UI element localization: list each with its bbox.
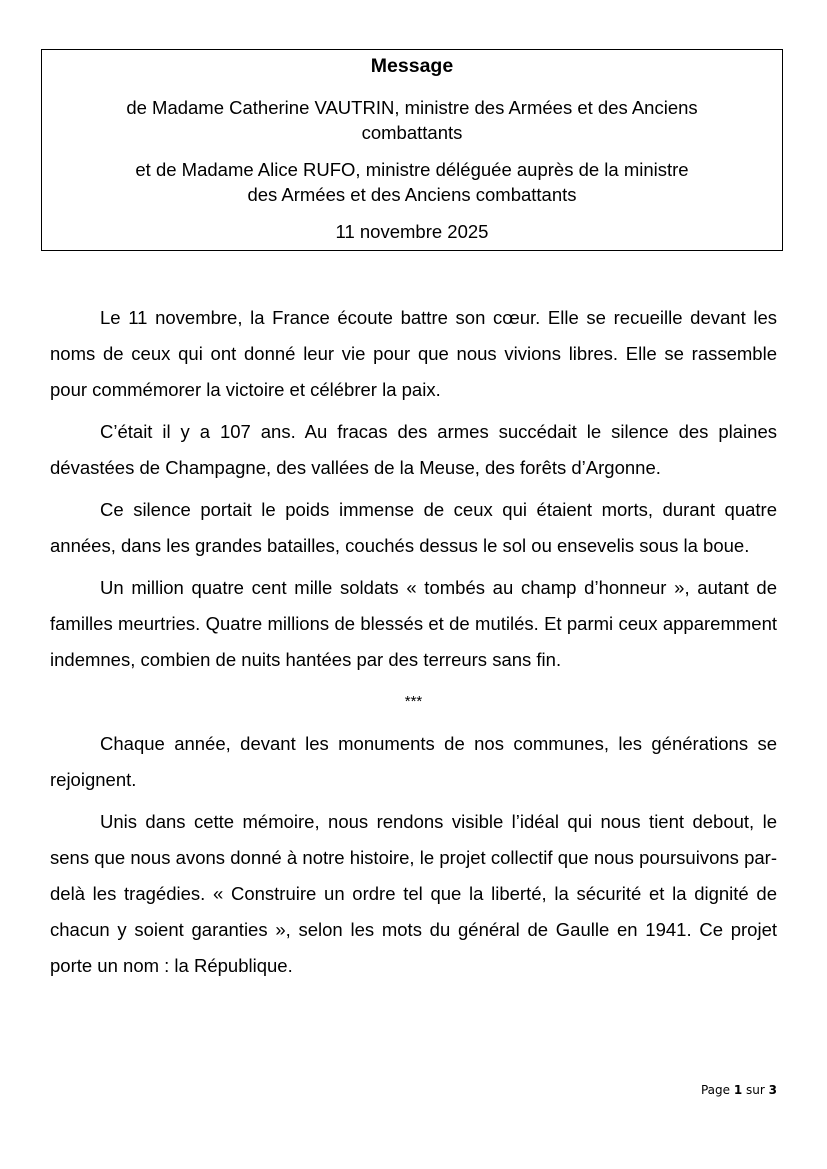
- paragraph-1: Le 11 novembre, la France écoute battre son cœur. Elle se recueille devant les noms de ceux qui ont donné leur vie pour que nous vivions libres. Elle se rassemble pour commémorer la victoire et célébrer la paix.: [50, 307, 777, 400]
- paragraph-4: Un million quatre cent mille soldats « tombés au champ d’honneur », autant de familles meurtries. Quatre millions de blessés et de mutilés. Et parmi ceux apparemment indemnes, combien de nuits hantées par des terreurs sans fin.: [50, 577, 777, 670]
- paragraph-5: Chaque année, devant les monuments de nos communes, les générations se rejoignent.: [50, 733, 777, 790]
- document-body: [50, 300, 777, 990]
- page-current: 1: [733, 1083, 743, 1097]
- header-date: 11 novembre 2025: [335, 221, 489, 242]
- paragraph-2: C’était il y a 107 ans. Au fracas des armes succédait le silence des plaines dévastées de Champagne, des vallées de la Meuse, des forêts d’Argonne.: [50, 421, 777, 478]
- page-of-label: sur: [746, 1083, 765, 1097]
- header-author-2: et de Madame Alice RUFO, ministre déléguée auprès de la ministre des Armées et des Anciens combattants: [135, 159, 689, 205]
- header-box: [41, 49, 783, 251]
- section-separator: ***: [404, 693, 423, 710]
- page-total: 3: [768, 1083, 777, 1097]
- paragraph-3: Ce silence portait le poids immense de ceux qui étaient morts, durant quatre années, dans les grandes batailles, couchés dessus le sol ou ensevelis sous la boue.: [50, 499, 777, 556]
- header-author-1: de Madame Catherine VAUTRIN, ministre des Armées et des Anciens combattants: [126, 97, 698, 143]
- page-label: Page: [700, 1083, 730, 1097]
- page-footer: [701, 1083, 777, 1097]
- document-title: Message: [370, 55, 454, 77]
- paragraph-6: Unis dans cette mémoire, nous rendons visible l’idéal qui nous tient debout, le sens que nous avons donné à notre histoire, le projet collectif que nous poursuivons par-delà les tragédies. « Construire un ordre tel que la liberté, la sécurité et la dignité de chacun y soient garanties », selon les mots du général de Gaulle en 1941. Ce projet porte un nom : la République.: [50, 811, 777, 976]
